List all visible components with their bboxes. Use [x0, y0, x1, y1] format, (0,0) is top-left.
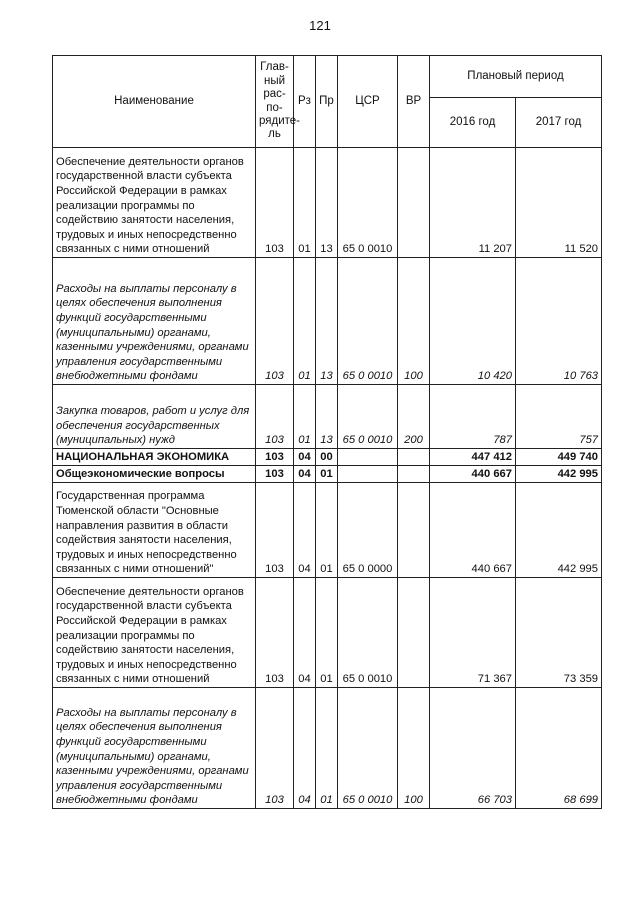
table-row	[53, 466, 602, 483]
row-csr: 65 0 0000	[338, 483, 398, 578]
row-name: Общеэкономические вопросы	[53, 466, 256, 483]
header-name: Наименование	[53, 56, 256, 148]
row-ministry: 103	[256, 449, 294, 466]
row-vr	[398, 449, 430, 466]
row-2017: 449 740	[516, 449, 602, 466]
row-2016: 10 420	[430, 258, 516, 385]
row-csr	[338, 449, 398, 466]
row-csr: 65 0 0010	[338, 688, 398, 809]
row-ministry: 103	[256, 148, 294, 258]
row-name: Обеспечение деятельности органов государственной власти субъекта Российской Федерации в рамках реализации программы по содействию занятости населения, трудовых и иных непосредственно связанных с ними отношений	[53, 578, 256, 688]
row-2017: 442 995	[516, 466, 602, 483]
header-ministry-line: по-	[266, 101, 283, 114]
row-pr: 13	[316, 258, 338, 385]
row-rz: 01	[294, 385, 316, 449]
row-csr	[338, 466, 398, 483]
header-rz: Рз	[294, 56, 316, 148]
row-2017: 442 995	[516, 483, 602, 578]
row-rz: 01	[294, 258, 316, 385]
row-name: Расходы на выплаты персоналу в целях обеспечения выполнения функций государственными (муниципальными) органами, казенными учреждениями, органами управления государственными внебюджетными фондами	[53, 258, 256, 385]
row-pr: 00	[316, 449, 338, 466]
row-name: Закупка товаров, работ и услуг для обеспечения государственных (муниципальных) нужд	[53, 385, 256, 449]
page-number: 121	[309, 18, 331, 33]
row-vr	[398, 483, 430, 578]
row-csr: 65 0 0010	[338, 578, 398, 688]
row-csr: 65 0 0010	[338, 385, 398, 449]
table-row	[53, 688, 602, 809]
table-row	[53, 483, 602, 578]
header-year-2017: 2017 год	[516, 98, 602, 148]
row-name: Обеспечение деятельности органов государственной власти субъекта Российской Федерации в рамках реализации программы по содействию занятости населения, трудовых и иных непосредственно связанных с ними отношений	[53, 148, 256, 258]
header-ministry	[256, 56, 300, 148]
row-rz: 04	[294, 449, 316, 466]
row-rz: 01	[294, 148, 316, 258]
row-2016: 787	[430, 385, 516, 449]
row-2017: 757	[516, 385, 602, 449]
row-rz: 04	[294, 466, 316, 483]
row-2016: 11 207	[430, 148, 516, 258]
header-ministry-line: ный	[263, 74, 286, 87]
row-pr: 01	[316, 578, 338, 688]
row-vr	[398, 148, 430, 258]
header-ministry-line: рас-	[263, 88, 286, 101]
row-ministry: 103	[256, 688, 294, 809]
row-2017: 73 359	[516, 578, 602, 688]
row-2016: 447 412	[430, 449, 516, 466]
row-name: Расходы на выплаты персоналу в целях обеспечения выполнения функций государственными (муниципальными) органами, казенными учреждениями, органами управления государственными внебюджетными фондами	[53, 688, 256, 809]
row-ministry: 103	[256, 258, 294, 385]
row-2017: 10 763	[516, 258, 602, 385]
row-2017: 11 520	[516, 148, 602, 258]
header-csr: ЦСР	[338, 56, 398, 148]
row-pr: 01	[316, 483, 338, 578]
row-ministry: 103	[256, 385, 294, 449]
table-row	[53, 385, 602, 449]
row-pr: 01	[316, 688, 338, 809]
row-rz: 04	[294, 578, 316, 688]
row-csr: 65 0 0010	[338, 258, 398, 385]
row-2017: 68 699	[516, 688, 602, 809]
row-pr: 13	[316, 148, 338, 258]
table-row	[53, 148, 602, 258]
row-name: НАЦИОНАЛЬНАЯ ЭКОНОМИКА	[53, 449, 256, 466]
row-name: Государственная программа Тюменской области "Основные направления развития в области содействия занятости населения, трудовых и иных непосредственно связанных с ними отношений"	[53, 483, 256, 578]
table-row	[53, 449, 602, 466]
header-ministry-line: рядите-	[259, 114, 300, 127]
header-ministry-line: ль	[268, 128, 281, 141]
row-ministry: 103	[256, 466, 294, 483]
budget-table	[52, 55, 602, 809]
row-rz: 04	[294, 688, 316, 809]
row-rz: 04	[294, 483, 316, 578]
row-ministry: 103	[256, 483, 294, 578]
table-row	[53, 258, 602, 385]
row-2016: 66 703	[430, 688, 516, 809]
row-ministry: 103	[256, 578, 294, 688]
row-vr	[398, 578, 430, 688]
header-plan-period: Плановый период	[430, 56, 602, 98]
header-ministry-line: Глав-	[260, 61, 289, 74]
row-2016: 440 667	[430, 483, 516, 578]
header-vr: ВР	[398, 56, 430, 148]
row-vr: 200	[398, 385, 430, 449]
header-pr: Пр	[316, 56, 338, 148]
row-csr: 65 0 0010	[338, 148, 398, 258]
header-year-2016: 2016 год	[430, 98, 516, 148]
row-2016: 440 667	[430, 466, 516, 483]
row-vr: 100	[398, 258, 430, 385]
row-2016: 71 367	[430, 578, 516, 688]
row-vr	[398, 466, 430, 483]
table-row	[53, 578, 602, 688]
row-pr: 13	[316, 385, 338, 449]
row-pr: 01	[316, 466, 338, 483]
row-vr: 100	[398, 688, 430, 809]
